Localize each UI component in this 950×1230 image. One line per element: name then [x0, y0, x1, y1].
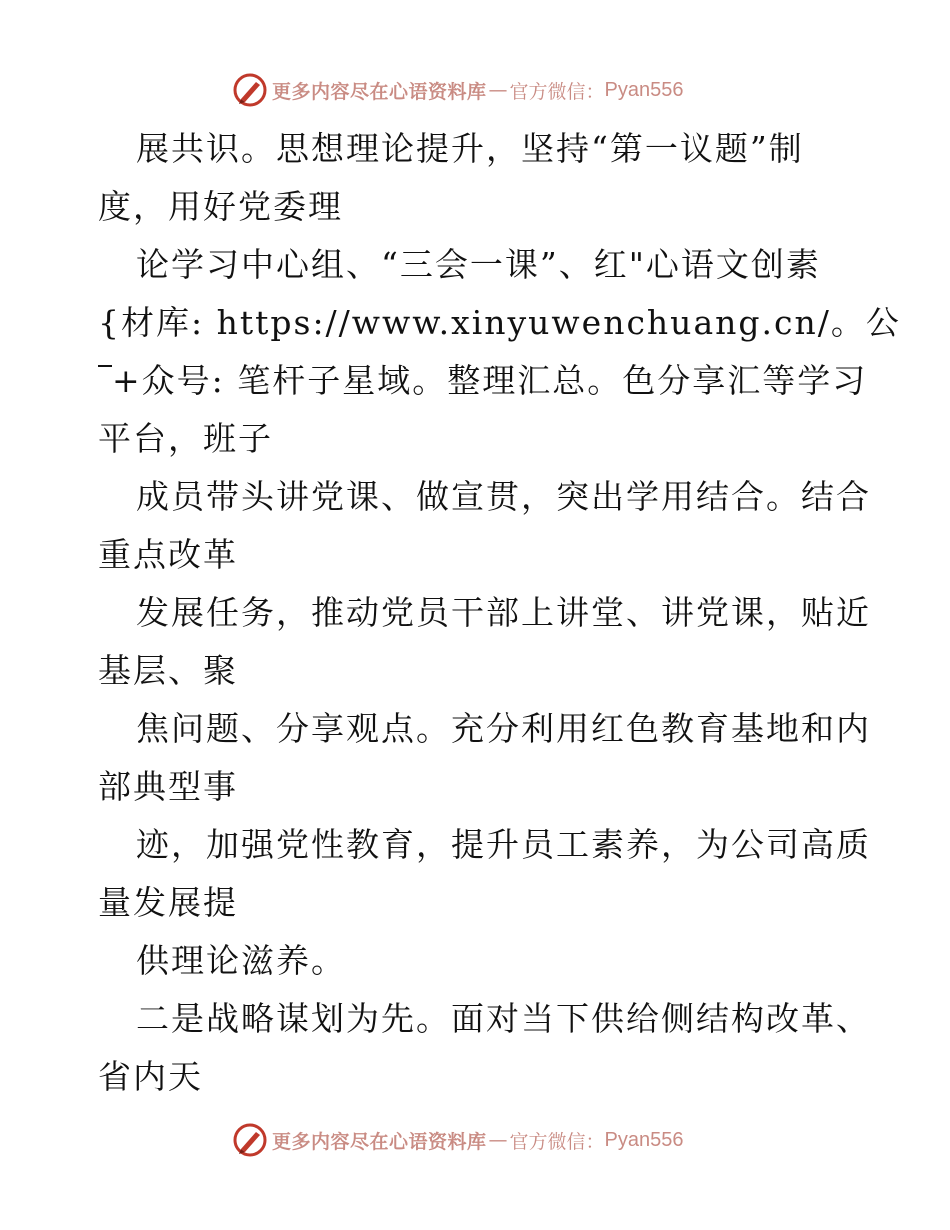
- text-line: 平台，班子: [98, 419, 273, 458]
- text-line: 基层、聚: [98, 651, 238, 690]
- text-line: 部典型事: [98, 767, 238, 806]
- text-line: 论学习中心组、“三会一课”、红"心语文创素: [136, 245, 821, 284]
- pen-logo-icon: [232, 1122, 268, 1158]
- banner-dash: —: [488, 1129, 508, 1151]
- text-line: 展共识。思想理论提升，坚持“第一议题”制: [136, 129, 804, 168]
- text-line: 二是战略谋划为先。面对当下供给侧结构改革、: [136, 999, 871, 1038]
- header-banner: [232, 70, 684, 110]
- banner-sub-text: 官方微信：: [509, 80, 605, 103]
- text-line: 成员带头讲党课、做宣贯，突出学用结合。结合: [136, 477, 871, 516]
- pen-logo-icon: [232, 72, 268, 108]
- banner-sub-text: 官方微信：: [509, 1130, 605, 1153]
- banner-main-text: 更多内容尽在心语资料库: [272, 80, 487, 103]
- text-line: 度，用好党委理: [98, 187, 343, 226]
- text-line: {材库: https://www.xinyuwenchuang.cn/。公: [98, 303, 901, 342]
- footer-banner: [232, 1120, 684, 1160]
- text-line: +众号: 笔杆子星域。整理汇总。色分享汇等学习: [112, 361, 868, 400]
- text-line: 供理论滋养。: [136, 941, 346, 980]
- text-line: 焦问题、分享观点。充分利用红色教育基地和内: [136, 709, 871, 748]
- text-line: 重点改革: [98, 535, 238, 574]
- banner-dash: —: [488, 79, 508, 101]
- banner-main-text: 更多内容尽在心语资料库: [272, 1130, 487, 1153]
- text-line: 量发展提: [98, 883, 238, 922]
- text-line: 发展任务，推动党员干部上讲堂、讲党课，贴近: [136, 593, 871, 632]
- text-line: 迹，加强党性教育，提升员工素养，为公司高质: [136, 825, 871, 864]
- body-text: [98, 120, 901, 1106]
- text-line: 省内天: [98, 1057, 203, 1096]
- banner-wechat-id: Pyan556: [604, 78, 684, 101]
- banner-wechat-id: Pyan556: [604, 1128, 684, 1151]
